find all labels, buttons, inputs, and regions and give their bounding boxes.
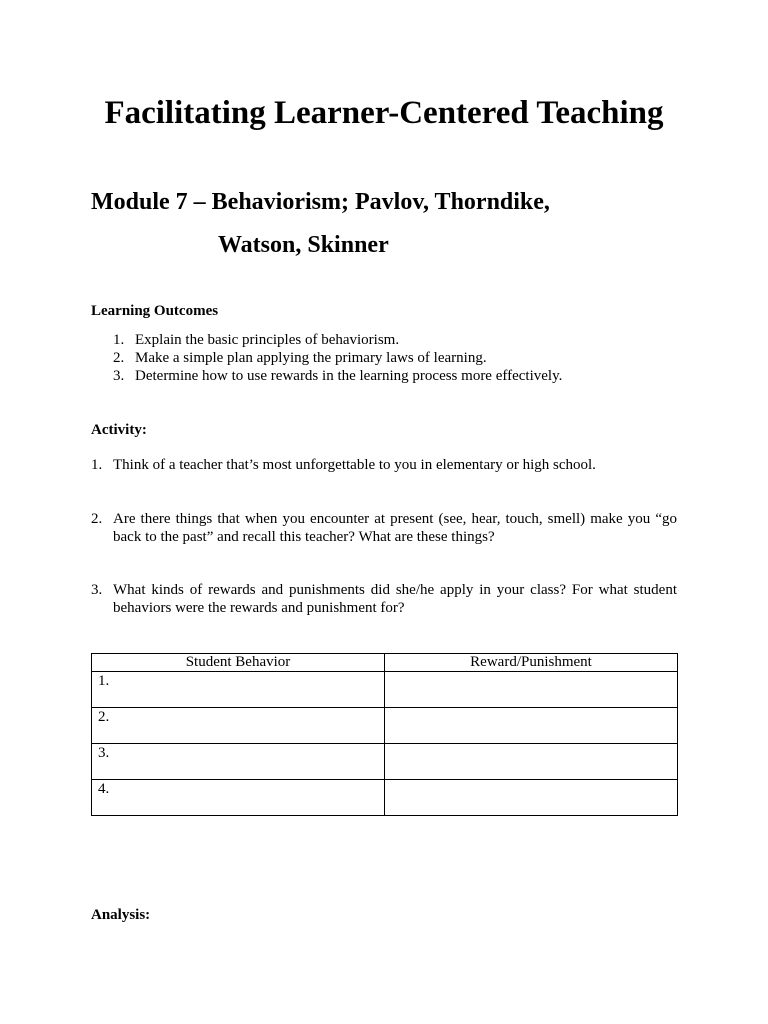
question-text: Are there things that when you encounter at present (see, hear, touch, smell) make you “go back to the past” and recall this teacher? What are these things? bbox=[113, 511, 677, 545]
activity-question bbox=[91, 510, 677, 546]
activity-question bbox=[91, 456, 677, 474]
table-row bbox=[92, 744, 678, 780]
question-text: What kinds of rewards and punishments did she/he apply in your class? For what student behaviors were the rewards and punishment for? bbox=[113, 582, 677, 616]
list-item-text: Make a simple plan applying the primary laws of learning. bbox=[135, 350, 487, 366]
document-title: Facilitating Learner-Centered Teaching bbox=[104, 95, 664, 131]
reward-cell[interactable] bbox=[385, 780, 678, 816]
list-item-number: 1. bbox=[113, 332, 125, 348]
behavior-cell[interactable]: 3. bbox=[92, 744, 385, 780]
column-header-student-behavior: Student Behavior bbox=[92, 654, 385, 672]
list-item-number: 3. bbox=[113, 368, 125, 384]
table-row bbox=[92, 780, 678, 816]
activity-question bbox=[91, 581, 677, 617]
list-item bbox=[113, 367, 562, 385]
table-header-row bbox=[92, 654, 678, 672]
table-row bbox=[92, 672, 678, 708]
list-item-number: 2. bbox=[113, 350, 125, 366]
learning-outcomes-heading: Learning Outcomes bbox=[91, 303, 219, 319]
behavior-cell[interactable]: 2. bbox=[92, 708, 385, 744]
list-item bbox=[113, 331, 562, 349]
reward-cell[interactable] bbox=[385, 708, 678, 744]
list-item bbox=[113, 349, 562, 367]
module-title-line-2: Watson, Skinner bbox=[218, 232, 389, 258]
module-title-line-1: Module 7 – Behaviorism; Pavlov, Thorndike, bbox=[91, 189, 550, 215]
behavior-cell[interactable]: 4. bbox=[92, 780, 385, 816]
activity-heading: Activity: bbox=[91, 422, 147, 438]
learning-outcomes-list bbox=[113, 331, 562, 385]
reward-cell[interactable] bbox=[385, 744, 678, 780]
analysis-heading: Analysis: bbox=[91, 907, 151, 923]
question-number: 1. bbox=[91, 457, 103, 473]
question-number: 3. bbox=[91, 582, 103, 598]
question-number: 2. bbox=[91, 511, 103, 527]
behavior-reward-table bbox=[91, 653, 678, 816]
column-header-reward-punishment: Reward/Punishment bbox=[385, 654, 678, 672]
list-item-text: Determine how to use rewards in the learning process more effectively. bbox=[135, 368, 563, 384]
table-row bbox=[92, 708, 678, 744]
behavior-cell[interactable]: 1. bbox=[92, 672, 385, 708]
reward-cell[interactable] bbox=[385, 672, 678, 708]
list-item-text: Explain the basic principles of behaviorism. bbox=[135, 332, 400, 348]
question-text: Think of a teacher that’s most unforgettable to you in elementary or high school. bbox=[113, 457, 596, 473]
